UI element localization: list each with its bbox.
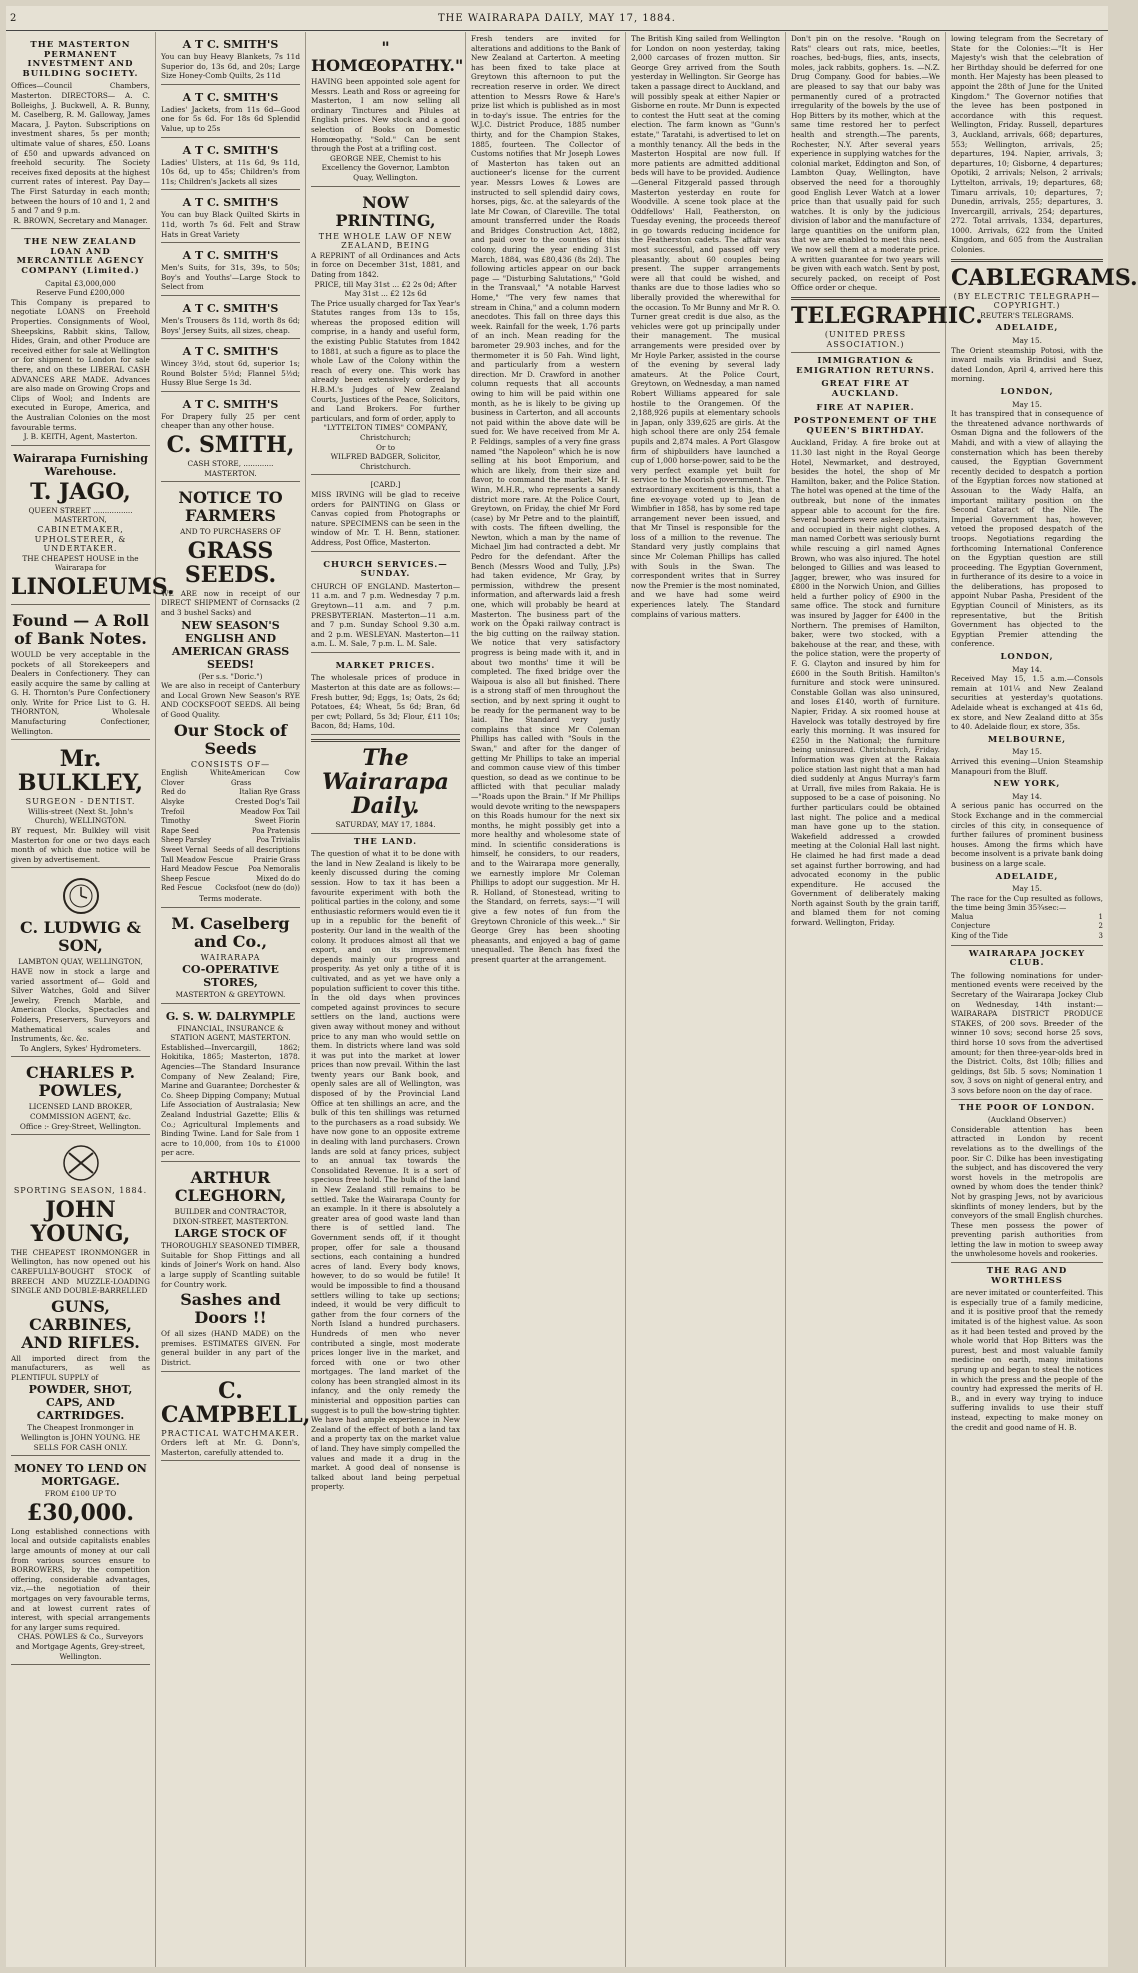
seed-name: Alsyke	[161, 797, 185, 806]
campbell-name: C. CAMPBELL,	[161, 1377, 311, 1428]
watch-icon	[61, 876, 101, 916]
cable-body-2: It has transpired that in consequence of the threatened advance northwards of Osman Digna and the followers of the Mahdi, and with a view of allaying the consternation which has been thereby caused, the Egyptian Government recently decided to despatch a portion of the Egyptian forces now stationed at Assouan to the Wady Halfa, an important military position on the Second Cataract of the Nile. The Imperial Government has, however, vetoed the proposed despatch of the troops. Negotiations regarding the forthcoming International Conference on the Egyptian question are still proceeding. The Egyptian Government, in furtherance of its desire to a voice in the deliberations, has proposed to appoint Nubar Pasha, President of the Egyptian Council of Ministers, as its representative, but the British Government has objected to the Egyptian Premier attending the conference.	[951, 409, 1103, 649]
ironmonger-guns: GUNS, CARBINES, AND RIFLES.	[21, 1296, 140, 1352]
telegraphic-title: TELEGRAPHIC.	[791, 303, 983, 330]
smith-heading: A T C. SMITH'S	[182, 301, 279, 315]
building-society-title: THE MASTERTON PERMANENT INVESTMENT AND BUILDING SOCIETY.	[22, 40, 139, 79]
market-body: The wholesale prices of produce in Masterton at this date are as follows:—Fresh butter, 9d; Eggs, 1s; Oats, 2s 6d; Potatoes, £4; Wheat, 5s 6d; Bran, 6d per cwt; Pollard, 5s 3d; Flour, £11 10s; Bacon, 8d; Hams, 10d.	[311, 673, 460, 731]
seed-terms: Terms moderate.	[199, 893, 262, 903]
seed-name: Cocksfoot (new do (do))	[215, 884, 300, 893]
cup-results	[951, 913, 1103, 942]
placing: 1	[1098, 912, 1103, 921]
seed-name: Hard Meadow Fescue	[161, 865, 239, 874]
smith-ad-5	[161, 245, 300, 296]
newspaper-page	[6, 6, 1138, 1967]
law-reprint-or: Or to	[375, 442, 396, 452]
notice-subtitle: AND TO PURCHASERS OF	[180, 527, 281, 537]
mortgage-title: MONEY TO LEND ON MORTGAGE.	[14, 1462, 147, 1489]
church-body: CHURCH OF ENGLAND. Masterton—11 a.m. and 7 p.m. Wednesday 7 p.m. Greytown—11 a.m. and 7 p.m. PRESBYTERIAN. Masterton—11 a.m. and 7 p.m. Sunday School 9.30 a.m. and 2 p.m. WESLEYAN. Masterton—11 a.m. L. M. Sale, 7 p.m. L. M. Sale.	[311, 581, 460, 649]
smith-jackets: Ladies' Jackets, from 11s 6d—Good one for 5s 6d. For 18s 6d Splendid Value, up to 25s	[161, 104, 300, 133]
seed-name: Mixed do do	[256, 874, 300, 883]
smith-ad-7	[161, 341, 300, 392]
seed-row	[161, 846, 300, 856]
bank-notes-title: Found — A Roll of Bank Notes.	[12, 610, 149, 648]
ironmonger-body-2: All imported direct from the manufacturers, as well as PLENTIFUL SUPPLY of	[11, 1353, 150, 1382]
seed-name: Sheep Parsley	[161, 836, 212, 845]
dalrymple-role: FINANCIAL, INSURANCE & STATION AGENT, MASTERTON.	[170, 1023, 291, 1043]
smith-heading: A T C. SMITH'S	[182, 249, 279, 263]
caselberg-stores: CO-OPERATIVE STORES,	[182, 963, 279, 990]
masthead-title: THE WAIRARAPA DAILY, MAY 17, 1884.	[438, 12, 676, 24]
seed-name: Meadow Fox Tail	[239, 807, 300, 816]
ironmonger-name: JOHN YOUNG,	[30, 1196, 131, 1247]
caselberg-name: M. Caselberg and Co.,	[171, 913, 290, 951]
cleghorn-name: ARTHUR CLEGHORN,	[174, 1168, 287, 1205]
bank-notes-body: WOULD be very acceptable in the pockets of all Storekeepers and Dealers in Confectionery. They can easily acquire the same by calling at G. H. Thornton's Pure Confectionery only. Write for Price List to G. H. THORNTON, Wholesale Manufacturing Confectioner, Wellington.	[11, 649, 150, 736]
building-society-sign: R. BROWN, Secretary and Manager.	[13, 215, 148, 225]
telegraphic-head-1: IMMIGRATION & EMIGRATION RETURNS.	[796, 356, 935, 376]
smith-heading: A T C. SMITH'S	[182, 397, 279, 411]
dentist-body: BY request, Mr. Bulkley will visit Masterton for one or two days each month of which due notice will be given by advertisement.	[11, 826, 150, 864]
cleghorn-body: THOROUGHLY SEASONED TIMBER, Suitable for Shop Fittings and all kinds of Joiner's Work on hand. Also a large supply of Scantling suitable for Country work.	[161, 1241, 300, 1289]
seed-name: Tall Meadow Fescue	[161, 855, 234, 864]
law-reprint-subtitle: THE WHOLE LAW OF NEW ZEALAND, BEING	[318, 231, 453, 251]
law-reprint-price: PRICE, till May 31st ... £2 2s 0d; After May 31st ... £2 12s 6d	[314, 279, 457, 299]
dateline-adelaide: ADELAIDE,	[995, 323, 1059, 334]
grass-seeds-new: NEW SEASON'S ENGLISH AND AMERICAN GRASS SEEDS!	[171, 618, 290, 671]
smith-ad-1	[161, 34, 300, 85]
seed-row	[161, 769, 300, 788]
dentist-role: SURGEON - DENTIST.	[25, 797, 136, 807]
caselberg-ad	[161, 910, 300, 1004]
column-7	[946, 32, 1138, 1967]
seed-name: Sweet Fiorin	[254, 817, 300, 826]
seed-name: Crested Dog's Tail	[235, 797, 300, 806]
columns	[6, 32, 1138, 1967]
cup-result-row	[951, 913, 1103, 923]
ironmonger-body: THE CHEAPEST IRONMONGER in Wellington, has now opened out his CAREFULLY-BOUGHT STOCK of BREECH AND MUZZLE-LOADING SINGLE AND DOUBLE-BARRELLED	[11, 1247, 150, 1296]
seed-name: Red do	[161, 788, 186, 797]
grass-seeds-ship: (Per s.s. "Doric.")	[198, 671, 263, 681]
dateline-adelaide-cup: ADELAIDE,	[995, 871, 1059, 882]
seed-row	[161, 808, 300, 818]
seed-stock-title: Our Stock of Seeds	[173, 720, 288, 758]
rag-body: are never imitated or counterfeited. This is especially true of a family medicine, and it is positive proof that the remedy imitated is of the highest value. As soon as it had been tested and proved by the whole world that Hop Bitters was the purest, best and most valuable family medicine on earth, many imitations sprung up and began to steal the notices in which the press and the people of the country had expressed the merits of H. B., and in every way trying to induce suffering invalids to use their stuff instead, expecting to make money on the credit and good name of H. B.	[951, 1288, 1103, 1432]
seed-name: Sweet Vernal	[161, 845, 208, 854]
caselberg-place: WAIRARAPA	[200, 952, 261, 962]
watchmaker-body: HAVE now in stock a large and varied assortment of— Gold and Silver Watches, Gold and Silver Jewelry, French Marble, and American Clocks, Spectacles and Folders, Preservers, Surveyors and Mathematical scales and Instruments, &c. &c.	[11, 967, 150, 1044]
poor-of-london-body: Considerable attention has been attracted in London by recent revelations as to the dwellings of the poor. Sir C. Dilke has been investigating the subject, and has discovered the very worst hovels in the metropolis are owned by whom does the tender think? Not by grasping Jews, not by avaricious skinflints of money lenders, but by the conveyors of the small English churches. These men possess the power of preventing parish authorities from letting the law in motion to sweep away the unwholesome hovels and rookeries.	[951, 1124, 1103, 1259]
telegraphic-subtitle: (UNITED PRESS ASSOCIATION.)	[824, 330, 907, 349]
seed-list	[161, 769, 300, 894]
smith-ulsters: Ladies' Ulsters, at 11s 6d, 9s 11d, 10s 6d, up to 45s; Children's from 11s; Children's Jackets all sizes	[161, 157, 300, 186]
mortgage-range: FROM £100 UP TO	[44, 1489, 117, 1499]
mortgage-sign: CHAS. POWLES & Co., Surveyors and Mortgage Agents, Grey-street, Wellington.	[15, 1632, 146, 1661]
cablegrams-source: REUTER'S TELEGRAMS.	[980, 310, 1074, 320]
smith-heading: A T C. SMITH'S	[182, 196, 279, 210]
telegraphic-head-3: FIRE AT NAPIER.	[816, 402, 915, 413]
editorial-title: THE LAND.	[353, 836, 418, 847]
smith-wincey: Wincey 3½d, stout 6d, superior 1s; Round Bolster 5½d; Flannel 5½d; Hussy Blue Serge 1s 3d.	[161, 359, 300, 388]
land-broker-name: CHARLES P. POWLES,	[25, 1063, 136, 1101]
immigration-body: lowing telegram from the Secretary of State for the Colonies:—"It is Her Majesty's wish that the celebration of her Birthday should be deferred for one month. Her Majesty has been pleased to appoint the 28th of June for the United Kingdom." The Governor notifies that the levee has been postponed in accordance with this request. Wellington, Friday. Russell, departures 3, Auckland, arrivals, 668; departures, 553; Wellington, arrivals, 25; departures, 194. Napier, arrivals, 3; departures, 10; Gisborne, 4 departures; Opotiki, 2 arrivals; Nelson, 2 arrivals; Lyttelton, arrivals, 19; departures, 68; Timaru arrivals, 10; departures, 7; Dunedin, arrivals, 255; departures, 3. Invercargill, arrivals, 254; departures, 272. Total arrivals, 1334, departures, 1000. Arrivals, 622 from the United Kingdom, and 605 from the Australian Colonies.	[951, 34, 1103, 255]
smith-ad-4	[161, 192, 300, 243]
sashes-title: Sashes and Doors !!	[180, 1290, 281, 1328]
gun-emblem-icon	[61, 1143, 101, 1183]
smith-suits: Men's Suits, for 31s, 39s, to 50s; Boy's and Youths'—Large Stock to Select from	[161, 263, 300, 292]
ironmonger-ad	[11, 1137, 150, 1456]
jockey-club-body: The following nominations for under-mentioned events were received by the Secretary of the Wairarapa Jockey Club on Wednesday, 14th instant:— WAIRARAPA DISTRICT PRODUCE STAKES, of 200 sovs. Breeder of the winner 10 sovs; second horse 25 sovs, third horse 10 sovs from the advertised amount; for then three-year-olds bred in the District. Colts, 8st 10lb; fillies and geldings, 8st 5lb. 5 sovs; Nomination 1 sov, 3 sovs on night of general entry, and 3 sovs before noon on the day of race.	[951, 970, 1103, 1095]
church-title: CHURCH SERVICES.—SUNDAY.	[323, 559, 448, 580]
smith-heading: A T C. SMITH'S	[182, 38, 279, 51]
dateline-new-york-date: May 14.	[1012, 791, 1042, 801]
seed-name: Trefoil	[161, 807, 185, 816]
campbell-body: Orders left at Mr. G. Donn's, Masterton, carefully attended to.	[161, 1438, 300, 1457]
seed-row	[161, 884, 300, 894]
loan-agency-capital: Capital £3,000,000	[45, 278, 116, 288]
editorial-body: The question of what it to be done with the land in New Zealand is likely to be keenly discussed during the coming session. How to tax it has been a favourite experiment with both the political parties in the colony, and some enthusiastic reformers would even tie it up in a republic for the benefit of posterity. Our land in the wealth of the colony. It produces almost all that we export, and on its improvement depends mainly our progress and prosperity. As yet only a tithe of it is cultivated, and as yet we have only a population sufficient to cover this tithe. In the old days when provinces competed against provinces to secure settlers on the land, auctions were given away without money and without price to any man who would settle on them. In districts where land was sold it was put into the market at lower prices than now prevail. Within the last twenty years our Bank book, and openly sales are all of Wellington, was disposed of by the Provincial Land Office at ten shillings an acre, and the bulk of this ten shillings was returned to the purchasers as a road subsidy. We have now gone to an opposite extreme in dealing with land purchasers. Crown lands are sold at fancy prices, subject to an annual tax towards the Consolidated Revenue. It is a sort of specious free hold. The bulk of the land in New Zealand still remains to be settled. Take the Wairarapa County for an example. In it there is absolutely a greater area of good waste land than there is of settled land. The Government sends off, if it thought proper, offer for sale a thousand sections, each containing a hundred acres of land. Every body knows, however, to do so would be futile! It would be impossible to find a thousand settlers willing to take up sections; indeed, it would be very difficult to gather from the four corners of the North Island a hundred purchasers. Hundreds of men who never contributed a single, most moderate prices longer live in the market, and forced with one or two other mortgages. The land market of the colony has been strangled almost in its infancy, and the only remedy the ministerial and opposition parties can suggest is to pull the bow-string tighter. We have had ample experience in New Zealand of the effect of both a land tax and a property tax on the market value of land. They have simply compelled the values and made it a drug in the market. A good deal of nonsense is talked about land being perpetual property.	[311, 849, 461, 1492]
smith-name: C. SMITH,	[166, 432, 295, 459]
furnishing-tagline: THE CHEAPEST HOUSE in the Wairarapa for	[22, 553, 139, 573]
column-3	[306, 32, 466, 1967]
bank-notes-ad	[11, 607, 150, 740]
dateline-london: LONDON,	[1000, 387, 1054, 397]
seed-name: Poa Nemoralis	[248, 865, 300, 874]
smith-heading: A T C. SMITH'S	[182, 143, 279, 157]
placing: 3	[1098, 932, 1103, 941]
homeopathy-sign: GEORGE NEE, Chemist to his Excellency the Governor, Lambton Quay, Wellington.	[321, 153, 450, 182]
dateline-new-york: NEW YORK,	[993, 779, 1061, 790]
ironmonger-footer: The Cheapest Ironmonger in Wellington is JOHN YOUNG. HE SELLS FOR CASH ONLY.	[20, 1423, 141, 1452]
land-broker-address: Office :- Grey-Street, Wellington.	[19, 1121, 142, 1131]
law-reprint-title: NOW PRINTING,	[335, 192, 436, 230]
paper-date: SATURDAY, MAY 17, 1884.	[335, 820, 436, 830]
land-broker-ad	[11, 1059, 150, 1135]
rag-title: THE RAG AND WORTHLESS	[986, 1266, 1068, 1286]
law-reprint-company: "LYTTELTON TIMES" COMPANY, Christchurch;	[323, 423, 448, 442]
loan-agency-title: THE NEW ZEALAND LOAN AND MERCANTILE AGENCY COMPANY (Limited.)	[16, 237, 145, 277]
furnishing-trade: CABINETMAKER, UPHOLSTERER, & UNDERTAKER.	[34, 524, 127, 554]
dalrymple-ad	[161, 1006, 300, 1162]
telegraphic-body: Auckland, Friday. A fire broke out at 11.30 last night in the Royal George Hotel, Newmarket, and destroyed, besides the hotel, the shop of Mr Hamilton, baker, and the Police Station. The hotel was opened at the time of the outbreak, but none of the inmates appear able to account for the fire. Several boarders were asleep upstairs, and occupied in their night clothes. A man named Corbett was seriously burnt while rescuing a girl named Agnes Brown, who was also injured. The hotel belonged to Gillies and was leased to Jagger, brewer, who was insured for £800 in the Norwich Union, and Gillies held a further policy of £900 in the same office. The stock and furniture was insured by Jagger for £400 in the Northern. The premises of Hamilton, baker, were two stocked, with a bakehouse at the rear, and these, with the police station, were the property of F. G. Clayton and insured by him for £600 in the South British. Hamilton's furniture and stock were uninsured. Constable Gollan was also uninsured, and loses £140, worth of furniture. Napier, Friday. A six roomed house at Havelock was totally destroyed by fire early this morning. It was insured for £250 in the National; the furniture being uninsured. Christchurch, Friday. Information was given at the Rakaia police station last night that a man had died suddenly at Angus Murray's farm at Urrall, five miles from Rakaia. He is supposed to be a case of poisoning. No further particulars could be obtained last night. The police and a medical man have gone up to the station. Wakefield addressed a crowded meeting at the Colonial Hall last night. He claimed he had first made a dead set against further borrowing, and had advocated economy in the public expenditure. He accused the Government of deliberately making North against South by the grain tariff, and blamed them for not coming forward. Wellington, Friday.	[791, 438, 940, 928]
dateline-melbourne: MELBOURNE,	[987, 734, 1067, 745]
cleghorn-stock: LARGE STOCK OF	[174, 1227, 287, 1241]
watchmaker-name: C. LUDWIG & SON,	[20, 918, 141, 956]
smith-ad-6	[161, 298, 300, 339]
cup-result-row	[951, 922, 1103, 932]
loan-agency-body: This Company is prepared to negotiate LOANS on Freehold Properties. Consignments of Wool, Sheepskins, Rabbit skins, Tallow, Hides, Grain, and other Produce are received either for sale at Wellington or for shipment to London for sale there, and on these LIBERAL CASH ADVANCES ARE MADE. Advances are also made on Growing Crops and Clips of Wool; and Indents are executed in Europe, America, and the Australian Colonies on the most favourable terms.	[11, 297, 150, 432]
seed-row	[161, 817, 300, 827]
cleghorn-ad	[161, 1164, 300, 1372]
campbell-ad	[161, 1374, 311, 1462]
seed-name: Timothy	[161, 817, 191, 826]
placing: 2	[1098, 922, 1103, 931]
dateline-london-2-date: May 14.	[1012, 664, 1042, 674]
furnishing-address: QUEEN STREET ................. MASTERTON,	[28, 505, 133, 525]
page-number: 2	[10, 12, 18, 24]
homeopathy-body: HAVING been appointed sole agent for Messrs. Leath and Ross or agreeing for Masterton, I am now selling all ordinary Tinctures and Pilules at English prices. New stock and a good selection of Books on Domestic Homœopathy. "Sold." Can be sent through the Post at a trifling cost.	[311, 77, 460, 154]
seed-row	[161, 788, 300, 798]
mortgage-amount: £30,000.	[26, 1499, 135, 1526]
smith-drapery: For Drapery fully 25 per cent cheaper than any other house.	[161, 411, 300, 431]
seed-row	[161, 865, 300, 875]
homeopathy-title: " HOMŒOPATHY."	[311, 38, 464, 75]
ironmonger-powder: POWDER, SHOT, CAPS, AND CARTRIDGES.	[28, 1383, 133, 1423]
cleghorn-role: BUILDER and CONTRACTOR, DIXON-STREET, MASTERTON.	[172, 1207, 289, 1226]
seed-row	[161, 856, 300, 866]
watchmaker-tagline: To Anglers, Sykes' Hydrometers.	[19, 1043, 142, 1053]
cup-result-row	[951, 932, 1103, 942]
market-title: MARKET PRICES.	[335, 660, 436, 671]
watchmaker-ad	[11, 870, 150, 1057]
homeopathy-ad	[311, 34, 464, 187]
card-body: MISS IRVING will be glad to receive orders for PAINTING on Glass or Canvas copied from Photographs or nature. SPECIMENS can be seen in the window of Mr. T. H. Benn, stationer. Address, Post Office, Masterton.	[311, 489, 460, 547]
seed-row	[161, 875, 300, 885]
seed-row	[161, 798, 300, 808]
dateline-london-date: May 15.	[1012, 399, 1042, 409]
cup-body: The race for the Cup resulted as follows, the time being 3min 35¾sec:—	[951, 893, 1103, 913]
furnishing-item: LINOLEUMS.	[11, 573, 175, 600]
seed-row	[161, 836, 300, 846]
watchmaker-address: LAMBTON QUAY, WELLINGTON,	[18, 957, 143, 967]
seed-name: Poa Pratensis	[251, 826, 300, 835]
caselberg-address: MASTERTON & GREYTOWN.	[175, 990, 286, 1000]
mortgage-ad	[11, 1458, 150, 1665]
smith-ad-3	[161, 140, 300, 191]
dateline-melbourne-date: May 15.	[1012, 747, 1042, 757]
seed-name: Poa Trivialis	[256, 836, 300, 845]
horse-name: King of the Tide	[951, 932, 1008, 941]
ironmonger-season: SPORTING SEASON, 1884.	[13, 1186, 148, 1196]
law-reprint-body-2: The Price usually charged for Tax Year's Statutes ranges from 13s to 15s, whereas the proposed edition will comprise, in a handy and useful form, the existing Public Statutes from 1842 to 1881, at such a figure as to place the whole Law of the Colony within the reach of every one. This work has already been extensively ordered by H.B.M.'s Judges of New Zealand Courts, Justices of the Peace, Solicitors, and Land Brokers. For further particulars, and form of order, apply to	[311, 298, 460, 423]
telegraphic-head-4: POSTPONEMENT OF THE QUEEN'S BIRTHDAY.	[793, 416, 938, 436]
sashes-body: Of all sizes (HAND MADE) on the premises. ESTIMATES GIVEN. For general builder in any part of the District.	[161, 1329, 300, 1367]
law-reprint-agent: WILFRED BADGER, Solicitor, Christchurch.	[330, 452, 441, 471]
paper-nameplate: The Wairarapa Daily.	[322, 745, 449, 820]
seed-name: Italian Rye Grass	[239, 788, 300, 797]
seed-name: Sheep Fescue	[161, 874, 211, 883]
seed-stock-subtitle: CONSISTS OF—	[190, 759, 271, 769]
cablegrams-title: CABLEGRAMS.	[951, 264, 1138, 291]
dateline-london-2: LONDON,	[1000, 652, 1054, 663]
column-5	[626, 32, 786, 1967]
advert-notes: Don't pin on the resolve. "Rough on Rats" clears out rats, mice, beetles, roaches, bed-bugs, flies, ants, insects, moles, jack rabbits, gophers. 1s. —N.Z. Drug Company. Good for babies.—We are pleased to say that our baby was permanently cured of a protracted irregularity of the bowels by the use of Hop Bitters by its mother, which at the same time restored her to perfect health and strength.—The parents, Rochester, N.Y. After several years experience in supplying watches for the colonial market, Eddington and Son, of Lambton Quay, Wellington, have observed the need for a thoroughly good English Lever Watch at a lower price than that usually paid for such watches. It is only by the judicious division of labor and the manufacture of large quantities on the uniform plan, that we are enabled to meet this need. We now sell them at a moderate price. A written guarantee for two years will be given with each watch. Sent by post, securely packed, on receipt of Post Office order or cheque.	[791, 34, 940, 293]
dateline-adelaide-cup-date: May 15.	[1012, 884, 1042, 894]
loan-agency-reserve: Reserve Fund £200,000	[36, 288, 125, 298]
telegraphic-head-2: GREAT FIRE AT AUCKLAND.	[821, 379, 910, 399]
poor-of-london-title: THE POOR OF LONDON.	[958, 1102, 1096, 1113]
cable-body-4: Arrived this evening—Union Steamship Manapouri from the Bluff.	[951, 756, 1103, 776]
column-4	[466, 32, 626, 1967]
dentist-address: Willis-street (Next St. John's Church), WELLINGTON.	[28, 806, 133, 826]
smith-ad-2	[161, 87, 300, 138]
cable-body-1: The Orient steamship Potosi, with the inward mails via Brindisi and Suez, dated London, April 4, arrived here this morning.	[951, 345, 1103, 384]
building-society-ad	[11, 34, 150, 229]
law-reprint-ad	[311, 189, 460, 476]
mortgage-body: Long established connections with local and outside capitalists enables large amounts of money at our call from various sources ensure to BORROWERS, by the competition offering, considerable advantages, viz.,—the negotiation of their mortgages on very favourable terms, and at lowest current rates of interest, with special arrangements for any larger sums required.	[11, 1526, 150, 1632]
seed-name: Seeds of all descriptions	[213, 845, 300, 854]
jockey-club-title: WAIRARAPA JOCKEY CLUB.	[968, 948, 1086, 969]
smith-skirts: You can buy Black Quilted Skirts in 11d, worth 7s 6d. Felt and Straw Hats in Great Variety	[161, 210, 300, 239]
dalrymple-body: Established—Invercargill, 1862; Hokitika, 1865; Masterton, 1878. Agencies—The Standard Insurance Company of New Zealand; Fire, Marine and Guarantee; Dorchester & Co. Sheep Dipping Company; Mutual Life Association of Australasia; New Zealand Industrial Gazette; Ellis & Co.; Agricultural Implements and Binding Twine. Land for Sale from 1 acre to 10,000, from 10s to £1000 per acre.	[161, 1042, 300, 1158]
land-broker-role: LICENSED LAND BROKER, COMMISSION AGENT, &c.	[28, 1102, 133, 1121]
column-2	[156, 32, 311, 1967]
seed-name: English White Clover	[161, 769, 231, 787]
horse-name: Conjecture	[951, 922, 991, 931]
campbell-role: PRACTICAL WATCHMAKER.	[161, 1428, 300, 1438]
local-news-body-2: The British King sailed from Wellington for London on noon yesterday, taking 2,000 carcases of frozen mutton. Sir George Grey arrived from the South yesterday in Wellington. Sir George has taken a passage direct to Auckland, and will possibly speak at either Napier or Gisborne en route. Mr Dunn is expected to contest the Hutt seat at the coming election. The farm known as "Gunn's estate," Taratahi, is advertised to let on a monthly tenancy. All the beds in the Masterton Hospital are now full. If more patients are admitted additional beds will have to be provided. Audience—General Fitzgerald passed through Masterton yesterday en route for Woodville. A scene took place at the Oddfellows' Hall, Featherston, on Tuesday evening, the proceeds thereof in go towards reducing incidence for the Featherston cadets. The affair was most successful, and passed off very pleasantly, about 60 couples being present. The supper arrangements were all that could be wished, and thanks are due to those ladies who so liberally provided the wherewithal for the occasion. To Mr Bunny and Mr R. O. Turner great credit is due also, as the vehicles were got up principally under their management. The musical arrangements were presided over by Mr Hoyle Parker, assisted in the course of the evening by several lady amateurs. At the Police Court, Greytown, on Wednesday, a man named Robert Williams appeared for sale hostile to the Orangemen. Of the 2,188,926 pupils at elementary schools in Japan, only 339,625 are girls. At the high school there are only 254 female pupils and 2,874 males. A Port Glasgow firm of shipbuilders have launched a cup of 1,000 horse-power, said to be the very perfect example yet built for service to the Moorish government. The extraordinary excitement is this, that a fine ex-voyage voted up to Jean de Wimbfier in 1858, has by some red tape arrangement never been issued, and that Mr Tinsel is responsible for the loss of a million to the revenue. The Standard very justly complains that since Mr Coleman Phillips has called with Souls in the Swan. The correspondent writes that in Surrey now the Premier is the most nominated, and we have had some weird experiences lately. The Standard complains of various matters.	[631, 34, 780, 619]
cablegrams-subtitle: (BY ELECTRIC TELEGRAPH—COPYRIGHT.)	[953, 291, 1101, 311]
dateline-adelaide-date: May 15.	[1012, 336, 1042, 346]
smith-address: CASH STORE, ............. MASTERTON.	[187, 459, 274, 478]
market-prices	[311, 655, 460, 735]
seed-row	[161, 827, 300, 837]
card-title: [CARD.]	[370, 480, 401, 490]
grass-seeds-body-2: We are also in receipt of Canterbury and Local Grown New Season's RYE AND COCKSFOOT SEEDS. All being of Good Quality.	[161, 681, 300, 719]
seed-name: Prairie Grass	[253, 855, 300, 864]
furnishing-title: Wairarapa Furnishing Warehouse.	[13, 451, 148, 478]
loan-agency-sign: J. B. KEITH, Agent, Masterton.	[23, 432, 138, 442]
dentist-name: Mr. BULKLEY,	[17, 746, 144, 797]
cable-body-5: A serious panic has occurred on the Stock Exchange and in the commercial circles of this city, in consequence of further failures of prominent business houses. Among the firms which have become insolvent is a private bank doing business on a large scale.	[951, 801, 1103, 868]
smith-heading: A T C. SMITH'S	[182, 345, 279, 359]
poor-of-london-source: (Auckland Observer.)	[987, 1115, 1067, 1125]
seed-name: American Cow Grass	[230, 769, 300, 787]
smith-blankets: You can buy Heavy Blankets, 7s 11d Superior do, 13s 6d, and 20s; Large Size Honey-Comb Quilts, 2s 11d	[161, 52, 300, 81]
building-society-body: Offices—Council Chambers, Masterton. DIRECTORS— A. C. Bolleighs, J. Buckwell, A. R. Bunny, M. Caselberg, R. M. Galloway, James Macara, J. Payton. Subscriptions on investment shares, 5s per month; ultimate value of shares, £50. Loans of £50 and upwards advanced on freehold security. The Society receives fixed deposits at the highest current rates of interest. Pay Day—The First Saturday in each month; between the hours of 10 and 1, 2 and 5 and 7 and 9 p.m.	[11, 81, 150, 216]
dentist-ad	[11, 742, 150, 868]
seed-name: Red Fescue	[161, 884, 202, 893]
smith-heading: A T C. SMITH'S	[182, 90, 279, 104]
masthead	[6, 6, 1108, 31]
horse-name: Malua	[951, 912, 974, 921]
dalrymple-name: G. S. W. DALRYMPLE	[165, 1009, 296, 1023]
law-reprint-body: A REPRINT of all Ordinances and Acts in force on December 31st, 1881, and Dating from 1842.	[311, 250, 460, 279]
smith-trousers: Men's Trousers 8s 11d, worth 8s 6d; Boys' Jersey Suits, all sizes, cheap.	[161, 315, 300, 335]
furnishing-ad	[11, 448, 175, 605]
grass-seeds-body: WE ARE now in receipt of our DIRECT SHIPMENT of Cornsacks (2 and 3 bushel Sacks) and	[161, 588, 300, 618]
loan-agency-ad	[11, 231, 150, 445]
local-news-body: Fresh tenders are invited for alterations and additions to the Bank of New Zealand at Carterton. A meeting has been fixed to take place at Greytown this afternoon to put the recreation reserve in order. We direct attention to Messrs Rowe & Hare's prize list which is published as in most in to-day's issue. The entries for the W.J.C. District Produce, 1885 number thirty, and for the Champion Stakes, 1885, fourteen. The Collector of Customs notifies that Mr Joseph Lowes of Masterton has taken out an auctioneer's license for the current year. Messrs Lowes & Lowes are instructed to sell splendid dairy cows, horses, pigs, &c. at the saleyards of the late Mr Cowan, of Clareville. The total amount transferred under the Roads and Bridges Construction Act, 1882, and paid over to the counties of this colony, during the year ending 31st March, 1884, was £80,436 (8s 2d). The following articles appear on our back page — "Disturbing Salutations," "Gold in the Transvaal," "A notable Harvest Home," "The very few names that stream in China," and a column modern anecdotes. This fall on three days this week. Rainfall for the week, 1.76 parts of an inch. Mean reading for the barometer 29.903 inches, and for the thermometer it is 50 Fah. Wind light, and particularly from a western direction. Mr D. Crawford in another column requests that all accounts owing to him will be paid within one month, as he is likely to be giving up business in Carterton, and all accounts not paid within the above date will be sued for. We have received from Mr A. P. Feldings, samples of a very fine grass named "the Napoleon" which he is now selling at his boot Emporium, and which are likely, from their size and flavor, to command the market. Mr H. Winn, M.H.R., who represents a sandy district more rare. At the Police Court, Greytown, on Friday, the chief Mr Ford (case) by Mr Petre and to the plaintiff, with costs. The fifteen dwelling, the Newton, which a man by the name of Michael Jim had contracted a debt. Mr Pedro for the defendant. After the Bench (Messrs Wood and Tully, J.Ps) had taken evidence, Mr Gray, by permission, withdrew the present information, and afterwards laid a fresh one, which will probably be heard at Masterton. The business part of the work on the Ōpaki railway contract is the big cutting on the railway station. We notice that very satisfactory progress is being made with it, and in about two months' time it will be completed. The fixed bridge over the Waipoua is also all but finished. There is a strong staff of men throughout the section, and by next spring it ought to be ready for the permanent way to be laid. The Standard very justly complains that since Mr Coleman Phillips has called with "Souls in the Swan," and after for the danger of getting Mr Phillips to take an imperial and common cause view of this timber question, so dead as we continue to be afflicted with that peculiar malady—"Roads upon the Brain." If Mr Phillips would devote writing to the newspapers on this Roads humour for the next six months, he might possibly get into a more healthy and wholesome state of mind. In scientific considerations is himself, he considers, to our readers, and to the Wairarapa more generally, we earnestly implore Mr Coleman Phillips to adopt our suggestion. Mr H. R. Holland, of Stonestead, writing to the Standard, on ferrets, says:—"I will give a few notes of fun from the Greytown Chronicle of this week..." Sir George Grey has been shooting pheasants, and enjoyed a bag of game unequalled. The Bench has fixed the present quarter at the arrangement.	[471, 34, 620, 964]
smith-ad-8	[161, 394, 300, 482]
cable-body-3: Received May 15, 1.5 a.m.—Consols remain at 101¼ and New Zealand securities at yesterday's quotations. Adelaide wheat is exchanged at 41s 6d, ex store, and New Zealand ditto at 35s to 40. Adelaide flour, ex store, 35s.	[951, 674, 1103, 732]
church-services	[311, 554, 460, 653]
grass-seeds-title: GRASS SEEDS.	[184, 537, 277, 588]
grass-seeds-ad	[161, 484, 300, 907]
notice-title: NOTICE TO FARMERS	[178, 488, 283, 526]
card-ad	[311, 477, 460, 551]
furnishing-name: T. JAGO,	[30, 478, 131, 505]
seed-name: Rape Seed	[161, 826, 200, 835]
